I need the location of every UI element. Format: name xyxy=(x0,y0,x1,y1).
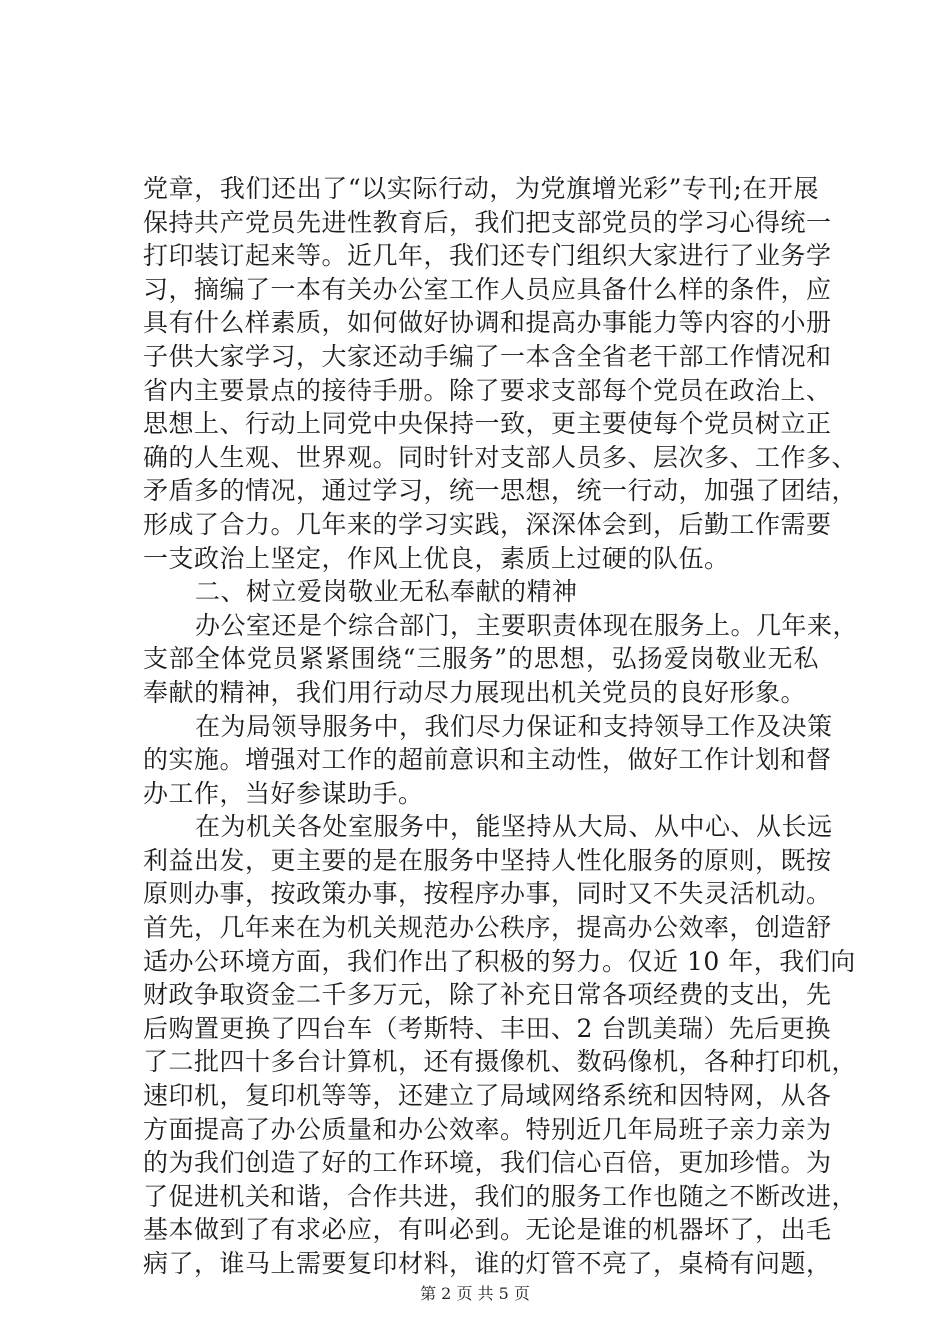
text-line: 在为机关各处室服务中，能坚持从大局、从中心、从长远 xyxy=(195,812,833,842)
text-line: 支部全体党员紧紧围绕“三服务”的思想，弘扬爱岗敬业无私 xyxy=(143,644,819,674)
text-line: 利益出发，更主要的是在服务中坚持人性化服务的原则，既按 xyxy=(143,845,832,875)
text-line: 保持共产党员先进性教育后，我们把支部党员的学习心得统一 xyxy=(143,207,832,237)
text-line: 方面提高了办公质量和办公效率。特别近几年局班子亲力亲为 xyxy=(143,1114,832,1144)
text-line: 基本做到了有求必应，有叫必到。无论是谁的机器坏了，出毛 xyxy=(143,1215,832,1245)
text-line: 打印装订起来等。近几年，我们还专门组织大家进行了业务学 xyxy=(143,241,832,271)
text-line: 病了，谁马上需要复印材料，谁的灯管不亮了，桌椅有问题， xyxy=(143,1249,832,1278)
text-line: 了二批四十多台计算机，还有摄像机、数码像机，各种打印机， xyxy=(143,1047,858,1077)
text-line: 思想上、行动上同党中央保持一致，更主要使每个党员树立正 xyxy=(143,409,832,439)
text-line: 财政争取资金二千多万元，除了补充日常各项经费的支出，先 xyxy=(143,980,832,1010)
text-line: 在为局领导服务中，我们尽力保证和支持领导工作及决策 xyxy=(195,711,833,741)
text-line: 矛盾多的情况，通过学习，统一思想，统一行动，加强了团结， xyxy=(143,476,858,506)
text-line: 适办公环境方面，我们作出了积极的努力。仅近 10 年，我们向 xyxy=(143,946,856,976)
text-line: 习，摘编了一本有关办公室工作人员应具备什么样的条件，应 xyxy=(143,274,832,304)
text-line: 二、树立爱岗敬业无私奉献的精神 xyxy=(195,577,578,607)
text-line: 省内主要景点的接待手册。除了要求支部每个党员在政治上、 xyxy=(143,375,832,405)
text-line: 一支政治上坚定，作风上优良，素质上过硬的队伍。 xyxy=(143,543,730,573)
text-line: 首先，几年来在为机关规范办公秩序，提高办公效率，创造舒 xyxy=(143,913,832,943)
text-line: 党章，我们还出了“以实际行动，为党旗增光彩”专刊;在开展 xyxy=(143,174,819,203)
text-line: 确的人生观、世界观。同时针对支部人员多、层次多、工作多、 xyxy=(143,442,858,472)
body-text xyxy=(143,172,859,1281)
text-line: 办工作，当好参谋助手。 xyxy=(143,778,424,808)
page-footer: 第 2 页 共 5 页 xyxy=(420,1284,530,1303)
text-line: 办公室还是个综合部门，主要职责体现在服务上。几年来， xyxy=(195,610,859,640)
text-line: 后购置更换了四台车（考斯特、丰田、2 台凯美瑞）先后更换 xyxy=(143,1013,831,1043)
text-line: 具有什么样素质，如何做好协调和提高办事能力等内容的小册 xyxy=(143,308,832,338)
text-line: 形成了合力。几年来的学习实践，深深体会到，后勤工作需要 xyxy=(143,509,832,539)
text-line: 速印机，复印机等等，还建立了局域网络系统和因特网，从各 xyxy=(143,1081,832,1111)
text-line: 了促进机关和谐，合作共进，我们的服务工作也随之不断改进， xyxy=(143,1181,858,1211)
text-line: 的为我们创造了好的工作环境，我们信心百倍，更加珍惜。为 xyxy=(143,1148,832,1178)
text-line: 奉献的精神，我们用行动尽力展现出机关党员的良好形象。 xyxy=(143,677,807,707)
text-line: 子供大家学习，大家还动手编了一本含全省老干部工作情况和 xyxy=(143,341,832,371)
text-line: 的实施。增强对工作的超前意识和主动性，做好工作计划和督 xyxy=(143,745,832,775)
text-line: 原则办事，按政策办事，按程序办事，同时又不失灵活机动。 xyxy=(143,879,832,909)
